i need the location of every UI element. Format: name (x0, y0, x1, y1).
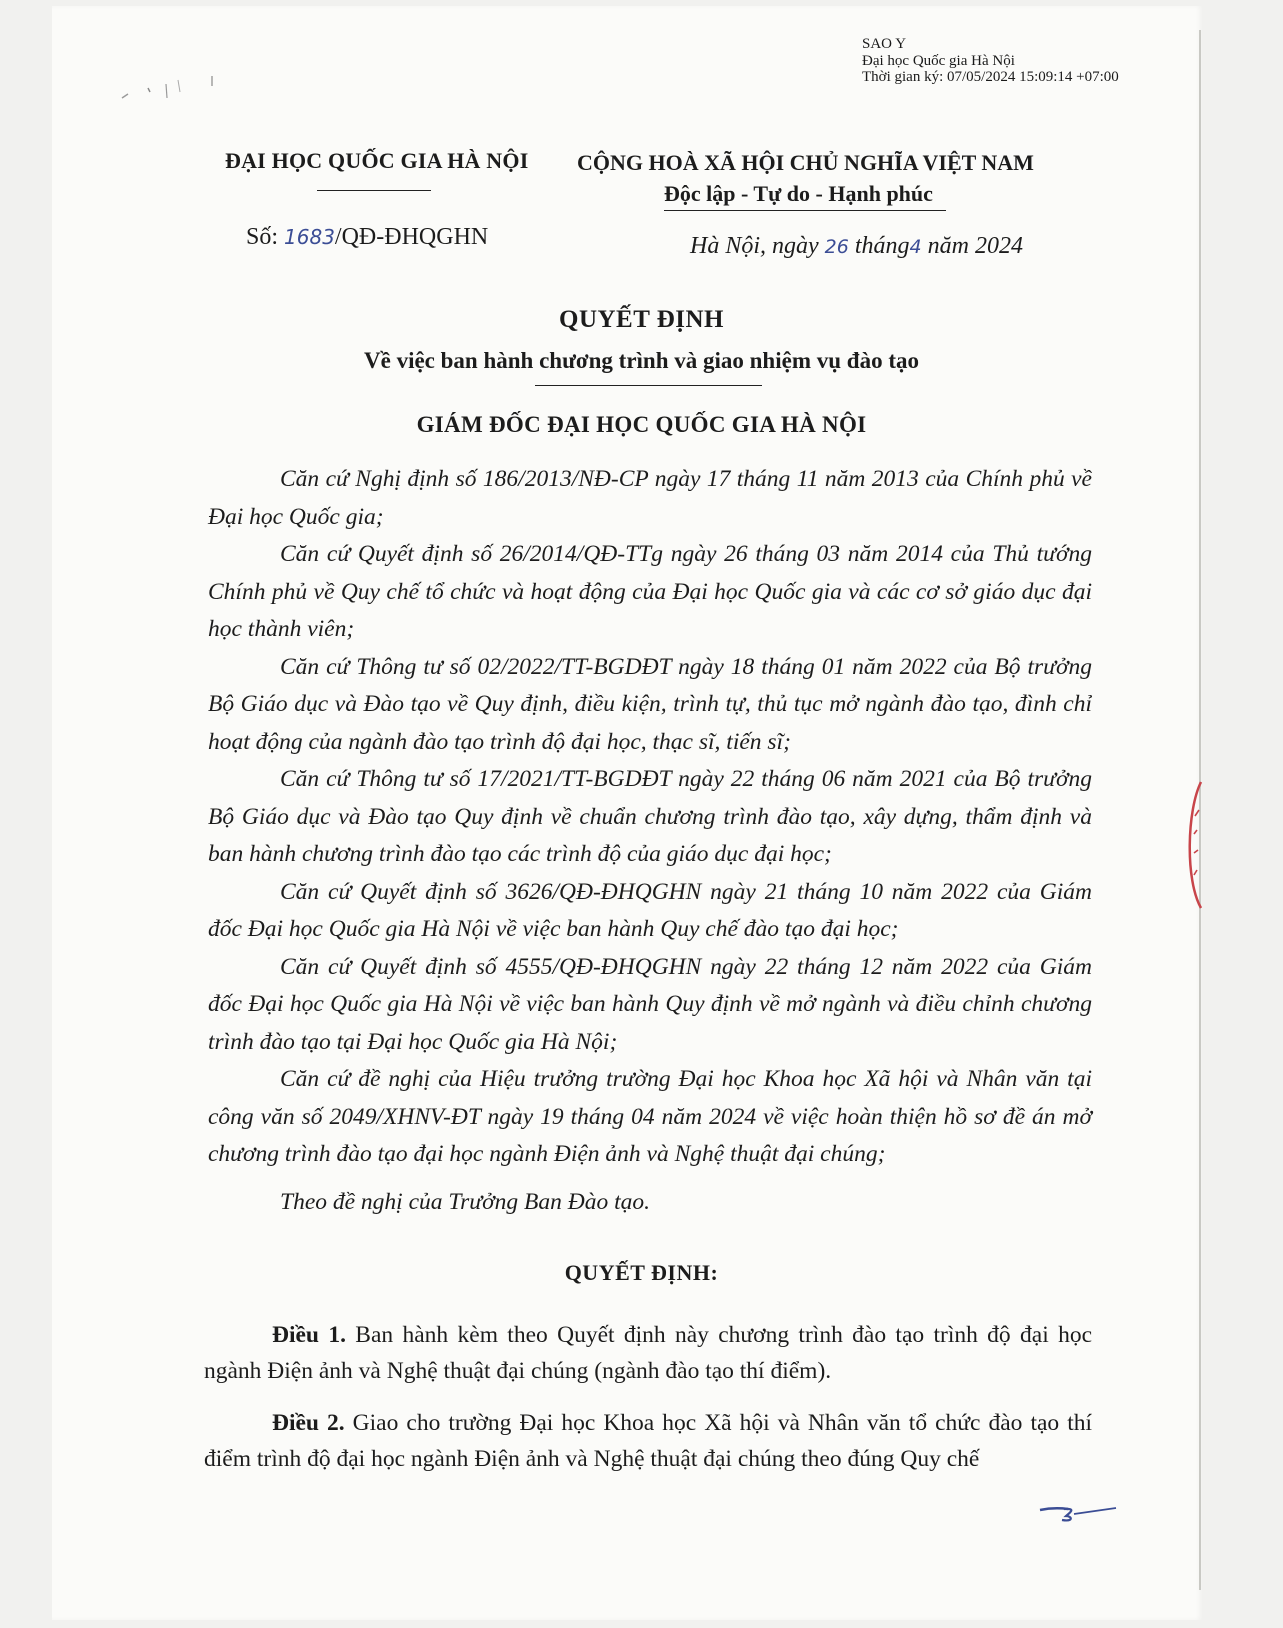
article-1-label: Điều 1. (272, 1322, 346, 1348)
article-2-label: Điều 2. (272, 1410, 345, 1436)
article-1-text: Ban hành kèm theo Quyết định này chương trình đào tạo trình độ đại học ngành Điện ảnh và Nghệ thuật đại chúng (ngành đào tạo thí điểm). (204, 1322, 1092, 1384)
national-motto: Độc lập - Tự do - Hạnh phúc (664, 181, 933, 206)
legal-basis-item: Căn cứ Quyết định số 26/2014/QĐ-TTg ngày 26 tháng 03 năm 2014 của Thủ tướng Chính phủ về Quy chế tổ chức và hoạt động của Đại học Quốc gia và các cơ sở giáo dục đại học thành viên; (208, 541, 1092, 642)
legal-basis-item: Căn cứ Quyết định số 4555/QĐ-ĐHQGHN ngày 22 tháng 12 năm 2022 của Giám đốc Đại học Quốc gia Hà Nội về việc ban hành Quy định về mở ngành và điều chỉnh chương trình đào tạo tại Đại học Quốc gia Hà Nội; (208, 953, 1092, 1055)
issue-date-line (690, 233, 1023, 260)
document-number-suffix: /QĐ-ĐHQGHN (334, 224, 489, 250)
legal-basis-item: Căn cứ Quyết định số 3626/QĐ-ĐHQGHN ngày 21 tháng 10 năm 2022 của Giám đốc Đại học Quốc gia Hà Nội về việc ban hành Quy chế đào tạo đại học; (208, 878, 1092, 942)
certified-copy-stamp (862, 36, 1119, 86)
pen-scratch-marks (118, 70, 228, 110)
handwritten-day: 26 (824, 236, 849, 258)
handwritten-initial-icon (1038, 1500, 1118, 1526)
document-number (246, 224, 488, 251)
date-month-label: tháng (848, 233, 910, 259)
legal-basis-section (208, 461, 1092, 1221)
article-1 (204, 1317, 1092, 1389)
national-title: CỘNG HOÀ XÃ HỘI CHỦ NGHĨA VIỆT NAM (577, 150, 1034, 175)
legal-basis-item: Theo đề nghị của Trưởng Ban Đào tạo. (280, 1188, 651, 1215)
article-2-text: Giao cho trường Đại học Khoa học Xã hội và Nhân văn tổ chức đào tạo thí điểm trình độ đại học ngành Điện ảnh và Nghệ thuật đại chúng theo đúng Quy chế (204, 1410, 1092, 1472)
legal-basis-item: Căn cứ đề nghị của Hiệu trưởng trường Đại học Khoa học Xã hội và Nhân văn tại công văn số 2049/XHNV-ĐT ngày 19 tháng 04 năm 2024 về việc hoàn thiện hồ sơ đề án mở chương trình đào tạo đại học ngành Điện ảnh và Nghệ thuật đại chúng; (208, 1066, 1092, 1167)
subject-underline (535, 385, 762, 386)
signing-time: Thời gian ký: 07/05/2024 15:09:14 +07:00 (862, 69, 1119, 85)
legal-basis-item: Căn cứ Nghị định số 186/2013/NĐ-CP ngày 17 tháng 11 năm 2013 của Chính phủ về Đại học Quốc gia; (208, 466, 1092, 530)
date-prefix: Hà Nội, ngày (690, 233, 825, 259)
certified-copy-label: SAO Y (862, 36, 907, 52)
organization-underline (317, 190, 431, 191)
certifying-organization: Đại học Quốc gia Hà Nội (862, 52, 1015, 69)
articles-section (204, 1317, 1092, 1493)
date-year: năm 2024 (927, 233, 1023, 259)
red-seal-fragment-icon (1183, 780, 1203, 910)
motto-underline (664, 210, 946, 211)
document-type-title: QUYẾT ĐỊNH (559, 306, 724, 333)
issuing-organization: ĐẠI HỌC QUỐC GIA HÀ NỘI (225, 148, 529, 173)
legal-basis-item: Căn cứ Thông tư số 17/2021/TT-BGDĐT ngày 22 tháng 06 năm 2021 của Bộ trưởng Bộ Giáo dục và Đào tạo Quy định về chuẩn chương trình đào tạo, xây dựng, thẩm định và ban hành chương trình đào tạo các trình độ của giáo dục đại học; (208, 766, 1092, 867)
legal-basis-item: Căn cứ Thông tư số 02/2022/TT-BGDĐT ngày 18 tháng 01 năm 2022 của Bộ trưởng Bộ Giáo dục và Đào tạo về Quy định, điều kiện, trình tự, thủ tục mở ngành đào tạo, đình chỉ hoạt động của ngành đào tạo trình độ đại học, thạc sĩ, tiến sĩ; (208, 653, 1092, 755)
document-subject: Về việc ban hành chương trình và giao nhiệm vụ đào tạo (364, 348, 919, 373)
article-2 (204, 1405, 1092, 1477)
issuing-authority: GIÁM ĐỐC ĐẠI HỌC QUỐC GIA HÀ NỘI (416, 412, 867, 437)
document-number-prefix: Số: (246, 224, 285, 250)
decision-heading: QUYẾT ĐỊNH: (564, 1260, 719, 1285)
handwritten-month: 4 (909, 236, 922, 258)
handwritten-document-number: 1683 (284, 225, 335, 249)
